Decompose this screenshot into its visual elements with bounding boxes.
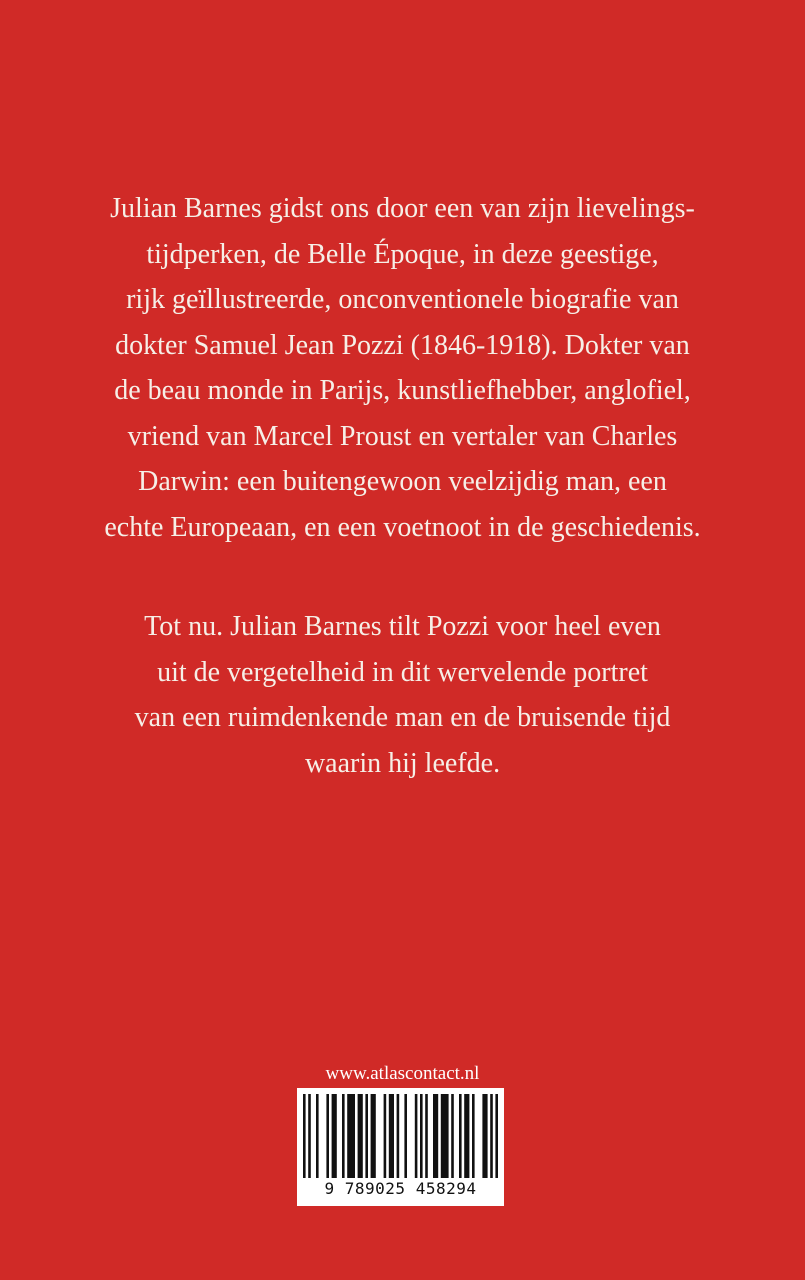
blurb-line: vriend van Marcel Proust en vertaler van Charles	[127, 420, 678, 452]
barcode-bar	[404, 1094, 407, 1178]
barcode-bar	[384, 1094, 387, 1178]
barcode-bar	[459, 1094, 462, 1178]
blurb-line: rijk geïllustreerde, onconventionele biografie van	[126, 284, 679, 315]
barcode-bar	[389, 1094, 394, 1178]
blurb-line: de beau monde in Parijs, kunstliefhebber, anglofiel,	[114, 375, 691, 406]
barcode-bar	[358, 1094, 363, 1178]
barcode-bar	[472, 1094, 475, 1178]
blurb-line: uit de vergetelheid in dit wervelende portret	[157, 656, 648, 688]
barcode-bar	[441, 1094, 449, 1178]
barcode-bar	[420, 1094, 423, 1178]
barcode-bar	[303, 1094, 306, 1178]
publisher-website: www.atlascontact.nl	[325, 1063, 480, 1084]
barcode-bar	[347, 1094, 355, 1178]
barcode-bar	[371, 1094, 376, 1178]
barcode-bars	[303, 1094, 498, 1178]
barcode-bar	[490, 1094, 493, 1178]
isbn-digits: 9 789025 458294	[324, 1179, 477, 1198]
blurb-line: Darwin: een buitengewoon veelzijdig man, een	[138, 466, 667, 497]
barcode-bar	[332, 1094, 337, 1178]
barcode-bar	[308, 1094, 311, 1178]
barcode-bar	[451, 1094, 454, 1178]
barcode-bar	[415, 1094, 418, 1178]
barcode-bar	[433, 1094, 438, 1178]
barcode-bar	[425, 1094, 428, 1178]
blurb-paragraph-1	[40, 186, 765, 550]
barcode-bar	[495, 1094, 498, 1178]
barcode-bar	[482, 1094, 487, 1178]
blurb-line: Tot nu. Julian Barnes tilt Pozzi voor heel even	[144, 611, 661, 642]
blurb-paragraph-2	[40, 604, 765, 786]
barcode-bar	[316, 1094, 319, 1178]
blurb-line: echte Europeaan, en een voetnoot in de geschiedenis.	[104, 511, 701, 543]
blurb-line: van een ruimdenkende man en de bruisende tijd	[134, 702, 671, 733]
blurb-line: waarin hij leefde.	[304, 747, 501, 779]
barcode-bar	[365, 1094, 368, 1178]
barcode-bar	[464, 1094, 469, 1178]
blurb-line: dokter Samuel Jean Pozzi (1846-1918). Dokter van	[115, 329, 690, 361]
blurb-line: Julian Barnes gidst ons door een van zijn lievelings-	[110, 193, 695, 224]
barcode-bar	[342, 1094, 345, 1178]
barcode-bar	[397, 1094, 400, 1178]
isbn-barcode	[297, 1088, 504, 1206]
blurb-line: tijdperken, de Belle Époque, in deze geestige,	[146, 238, 659, 270]
barcode-bar	[326, 1094, 329, 1178]
